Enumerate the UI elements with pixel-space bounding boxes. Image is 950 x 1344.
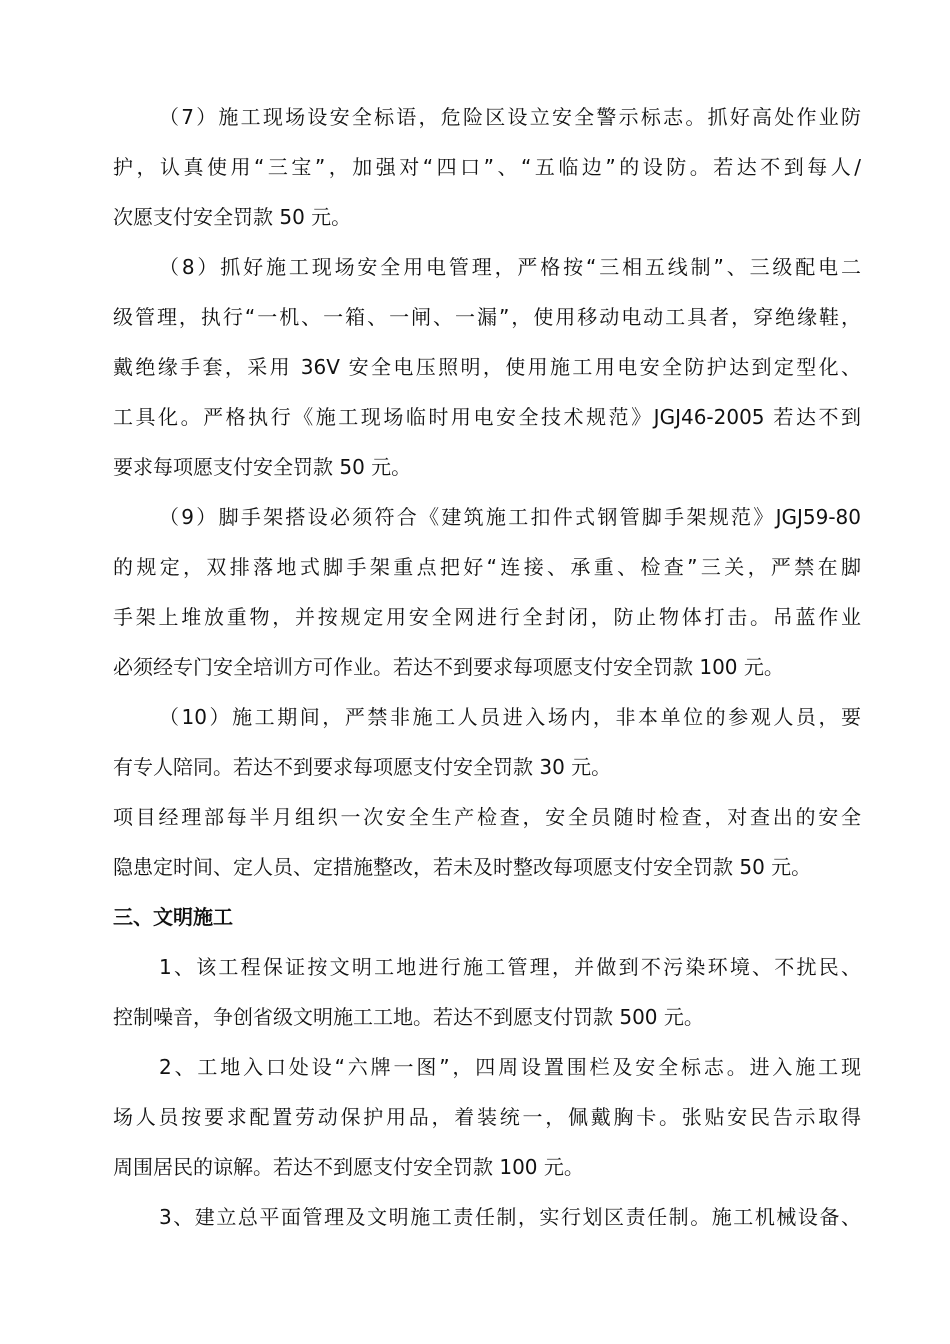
section-heading: 三、文明施工 — [113, 905, 233, 929]
text-line: （9）脚手架搭设必须符合《建筑施工扣件式钢管脚手架规范》JGJ59-80 — [159, 505, 861, 529]
text-line: 隐患定时间、定人员、定措施整改，若未及时整改每项愿支付安全罚款 50 元。 — [113, 855, 812, 879]
text-line: （8）抓好施工现场安全用电管理，严格按“三相五线制”、三级配电二 — [159, 255, 861, 279]
paragraph-item-8 — [113, 242, 861, 492]
text-line: 手架上堆放重物，并按规定用安全网进行全封闭，防止物体打击。吊蓝作业 — [113, 605, 861, 629]
document-page — [113, 92, 861, 1242]
text-line: 护，认真使用“三宝”，加强对“四口”、“五临边”的设防。若达不到每人/ — [113, 155, 861, 179]
text-line: 1、该工程保证按文明工地进行施工管理，并做到不污染环境、不扰民、 — [159, 955, 861, 979]
paragraph-item-10 — [113, 692, 861, 792]
text-line: （10）施工期间，严禁非施工人员进入场内，非本单位的参观人员，要 — [159, 705, 861, 729]
text-line: 级管理，执行“一机、一箱、一闸、一漏”，使用移动电动工具者，穿绝缘鞋， — [113, 305, 861, 329]
text-line: 戴绝缘手套，采用 36V 安全电压照明，使用施工用电安全防护达到定型化、 — [113, 355, 861, 379]
text-line: 周围居民的谅解。若达不到愿支付安全罚款 100 元。 — [113, 1155, 584, 1179]
text-line: 要求每项愿支付安全罚款 50 元。 — [113, 455, 412, 479]
text-line: 场人员按要求配置劳动保护用品，着装统一，佩戴胸卡。张贴安民告示取得 — [113, 1105, 861, 1129]
text-line: 有专人陪同。若达不到要求每项愿支付安全罚款 30 元。 — [113, 755, 612, 779]
text-line: 2、工地入口处设“六牌一图”，四周设置围栏及安全标志。进入施工现 — [159, 1055, 861, 1079]
paragraph-civil-2 — [113, 1042, 861, 1192]
paragraph-civil-1 — [113, 942, 861, 1042]
text-line: 次愿支付安全罚款 50 元。 — [113, 205, 352, 229]
text-line: 的规定，双排落地式脚手架重点把好“连接、承重、检查”三关，严禁在脚 — [113, 555, 861, 579]
paragraph-item-9 — [113, 492, 861, 692]
paragraph-item-7 — [113, 92, 861, 242]
text-line: 控制噪音，争创省级文明施工工地。若达不到愿支付罚款 500 元。 — [113, 1005, 704, 1029]
text-line: 项目经理部每半月组织一次安全生产检查，安全员随时检查，对查出的安全 — [113, 805, 861, 829]
text-line: 工具化。严格执行《施工现场临时用电安全技术规范》JGJ46-2005 若达不到 — [113, 405, 861, 429]
text-line: 必须经专门安全培训方可作业。若达不到要求每项愿支付安全罚款 100 元。 — [113, 655, 784, 679]
text-line: 3、建立总平面管理及文明施工责任制，实行划区责任制。施工机械设备、 — [159, 1205, 861, 1229]
paragraph-civil-3 — [113, 1192, 861, 1242]
text-line: （7）施工现场设安全标语，危险区设立安全警示标志。抓好高处作业防 — [159, 105, 861, 129]
paragraph-inspection — [113, 792, 861, 892]
